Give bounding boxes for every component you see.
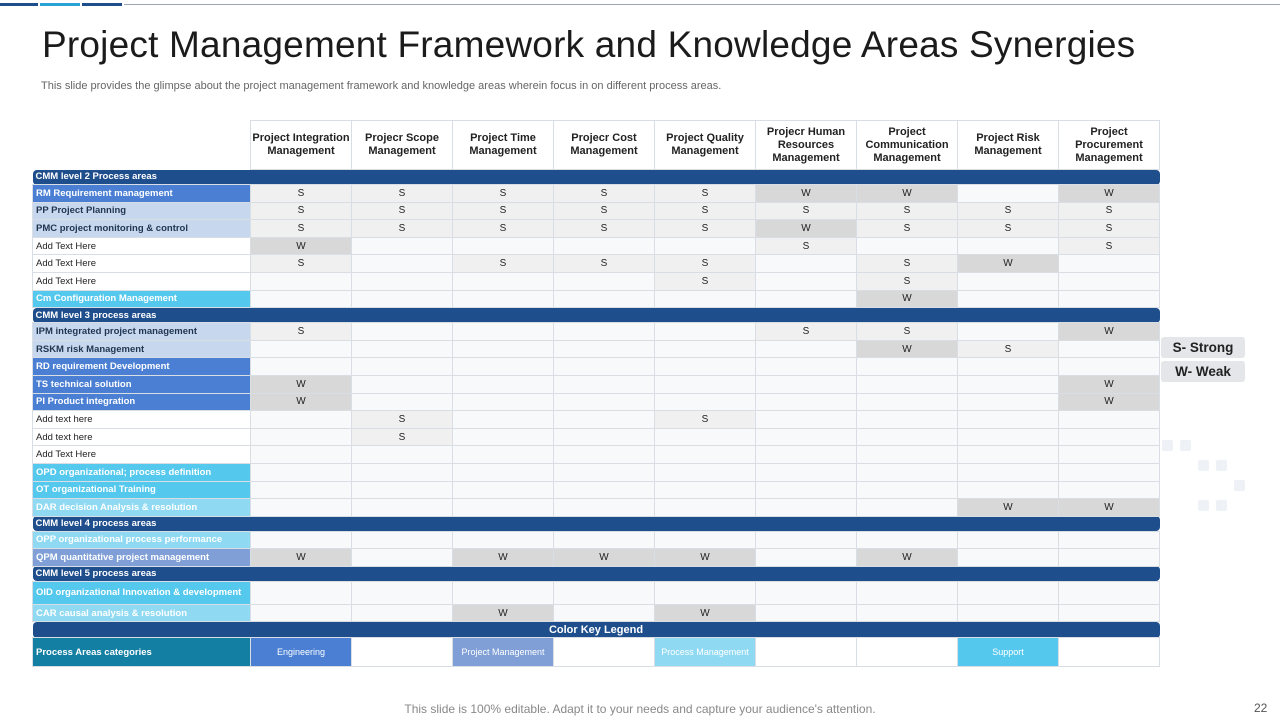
synergy-cell <box>352 290 453 308</box>
synergy-cell: W <box>251 393 352 411</box>
legend-row-label: Process Areas categories <box>33 638 251 667</box>
synergy-cell <box>554 290 655 308</box>
synergy-cell <box>756 290 857 308</box>
process-area-row <box>33 185 1160 203</box>
synergy-cell: W <box>251 549 352 567</box>
synergy-cell <box>857 411 958 429</box>
column-header: Projecr Cost Management <box>554 121 655 170</box>
synergy-cell: S <box>251 185 352 203</box>
legend-empty-cell <box>352 638 453 667</box>
synergy-cell <box>756 446 857 464</box>
synergy-cell <box>756 463 857 481</box>
synergy-cell <box>655 481 756 499</box>
synergy-cell <box>251 499 352 517</box>
synergy-cell: S <box>655 220 756 238</box>
process-area-row <box>33 499 1160 517</box>
synergy-cell: W <box>453 604 554 622</box>
synergy-cell <box>554 428 655 446</box>
synergy-cell <box>453 323 554 341</box>
synergy-cell <box>857 481 958 499</box>
synergy-cell <box>1059 531 1160 549</box>
synergy-cell: S <box>251 202 352 220</box>
synergy-cell <box>251 411 352 429</box>
synergy-cell: S <box>958 340 1059 358</box>
synergy-cell <box>857 499 958 517</box>
group-header-label: CMM level 3 process areas <box>33 308 251 323</box>
synergy-cell: W <box>251 375 352 393</box>
synergy-cell <box>453 428 554 446</box>
synergy-cell <box>352 358 453 376</box>
synergy-cell <box>756 531 857 549</box>
synergy-cell <box>756 499 857 517</box>
synergy-cell <box>453 393 554 411</box>
synergy-cell <box>1059 411 1160 429</box>
synergy-cell <box>1059 255 1160 273</box>
synergy-cell <box>352 255 453 273</box>
synergy-cell <box>352 340 453 358</box>
synergy-cell <box>251 531 352 549</box>
synergy-cell <box>756 428 857 446</box>
group-header-row <box>33 566 1160 581</box>
synergy-cell <box>554 340 655 358</box>
process-area-row <box>33 375 1160 393</box>
synergy-cell <box>352 237 453 255</box>
synergy-cell <box>453 358 554 376</box>
synergy-cell: S <box>958 220 1059 238</box>
synergy-cell <box>857 581 958 604</box>
process-area-label: RD requirement Development <box>33 358 251 376</box>
synergy-cell: S <box>453 185 554 203</box>
synergy-cell <box>756 481 857 499</box>
synergy-cell <box>251 481 352 499</box>
process-area-row <box>33 220 1160 238</box>
legend-empty-cell <box>1059 638 1160 667</box>
process-area-label: IPM integrated project management <box>33 323 251 341</box>
synergy-cell <box>453 581 554 604</box>
synergy-cell <box>554 358 655 376</box>
synergy-cell <box>655 323 756 341</box>
synergy-cell <box>655 581 756 604</box>
synergy-cell <box>857 463 958 481</box>
synergy-cell: S <box>857 202 958 220</box>
legend-swatch: Process Management <box>655 638 756 667</box>
process-area-row <box>33 604 1160 622</box>
process-area-row <box>33 531 1160 549</box>
column-header: Projecr Human Resources Management <box>756 121 857 170</box>
column-header: Project Quality Management <box>655 121 756 170</box>
group-header-band <box>251 516 1160 531</box>
synergy-cell <box>554 393 655 411</box>
synergy-cell: S <box>1059 237 1160 255</box>
synergy-cell <box>857 375 958 393</box>
synergy-cell <box>352 393 453 411</box>
synergy-cell <box>958 237 1059 255</box>
legend-title: Color Key Legend <box>33 622 1160 638</box>
process-area-row <box>33 549 1160 567</box>
process-area-label: Add Text Here <box>33 255 251 273</box>
synergy-cell <box>1059 604 1160 622</box>
synergy-cell <box>453 531 554 549</box>
synergy-cell: S <box>352 428 453 446</box>
process-area-label: DAR decision Analysis & resolution <box>33 499 251 517</box>
group-header-label: CMM level 4 process areas <box>33 516 251 531</box>
synergy-cell <box>453 340 554 358</box>
process-area-label: OT organizational Training <box>33 481 251 499</box>
synergy-cell: W <box>756 220 857 238</box>
process-area-label: Add Text Here <box>33 446 251 464</box>
slide-footer: This slide is 100% editable. Adapt it to your needs and capture your audience's attention. <box>404 702 876 716</box>
synergy-cell <box>352 499 453 517</box>
slide-title: Project Management Framework and Knowledge Areas Synergies <box>42 24 1136 65</box>
synergy-cell <box>1059 428 1160 446</box>
column-header: Project Time Management <box>453 121 554 170</box>
synergy-cell <box>655 375 756 393</box>
column-header: Project Procurement Management <box>1059 121 1160 170</box>
synergy-cell: S <box>453 255 554 273</box>
synergy-cell: S <box>251 255 352 273</box>
synergy-cell <box>756 411 857 429</box>
legend-empty-cell <box>756 638 857 667</box>
synergy-cell <box>958 375 1059 393</box>
process-area-label: Add text here <box>33 411 251 429</box>
process-area-row <box>33 340 1160 358</box>
synergy-cell <box>554 446 655 464</box>
corner-cell <box>33 121 251 170</box>
top-accent-bar <box>0 3 1280 6</box>
synergy-cell: W <box>857 340 958 358</box>
synergy-cell <box>554 375 655 393</box>
group-header-label: CMM level 2 Process areas <box>33 170 251 185</box>
synergy-cell <box>756 255 857 273</box>
process-area-row <box>33 202 1160 220</box>
synergy-cell: S <box>352 411 453 429</box>
legend-empty-cell <box>554 638 655 667</box>
synergy-cell <box>554 237 655 255</box>
synergy-cell <box>756 549 857 567</box>
synergy-cell <box>352 272 453 290</box>
knowledge-area-header-row <box>33 121 1160 170</box>
synergy-cell <box>756 358 857 376</box>
synergy-cell <box>453 446 554 464</box>
legend-row <box>33 638 1160 667</box>
synergy-cell <box>857 446 958 464</box>
process-area-row <box>33 481 1160 499</box>
group-header-band <box>251 170 1160 185</box>
synergy-cell <box>352 581 453 604</box>
synergy-cell: W <box>251 237 352 255</box>
process-area-row <box>33 428 1160 446</box>
synergy-cell <box>958 463 1059 481</box>
synergy-cell <box>958 185 1059 203</box>
synergy-cell <box>1059 358 1160 376</box>
process-area-label: RSKM risk Management <box>33 340 251 358</box>
legend-swatch: Engineering <box>251 638 352 667</box>
synergy-cell <box>251 446 352 464</box>
group-header-label: CMM level 5 process areas <box>33 566 251 581</box>
synergy-cell <box>655 428 756 446</box>
synergy-cell <box>453 463 554 481</box>
synergy-cell <box>655 290 756 308</box>
synergy-cell: S <box>352 185 453 203</box>
synergy-cell <box>958 428 1059 446</box>
synergy-cell: W <box>554 549 655 567</box>
synergy-cell <box>453 290 554 308</box>
synergy-cell: W <box>857 185 958 203</box>
process-area-label: OID organizational Innovation & development <box>33 581 251 604</box>
synergy-cell <box>756 375 857 393</box>
process-area-label: OPD organizational; process definition <box>33 463 251 481</box>
synergy-cell <box>958 290 1059 308</box>
synergy-cell <box>958 446 1059 464</box>
legend-empty-cell <box>857 638 958 667</box>
legend-swatch: Support <box>958 638 1059 667</box>
process-area-label: QPM quantitative project management <box>33 549 251 567</box>
group-header-row <box>33 308 1160 323</box>
synergy-cell: S <box>251 220 352 238</box>
synergy-cell <box>352 481 453 499</box>
synergy-cell: S <box>453 202 554 220</box>
synergy-cell <box>655 463 756 481</box>
synergy-cell: S <box>554 185 655 203</box>
synergy-cell <box>958 481 1059 499</box>
column-header: Project Integration Management <box>251 121 352 170</box>
synergy-cell <box>756 581 857 604</box>
synergy-cell: S <box>655 202 756 220</box>
synergy-cell <box>251 604 352 622</box>
synergy-cell <box>453 411 554 429</box>
process-area-row <box>33 323 1160 341</box>
synergy-cell: S <box>756 237 857 255</box>
synergy-cell: S <box>352 202 453 220</box>
synergy-cell <box>352 604 453 622</box>
synergy-cell <box>1059 272 1160 290</box>
group-header-band <box>251 308 1160 323</box>
process-area-label: Cm Configuration Management <box>33 290 251 308</box>
synergy-cell <box>1059 446 1160 464</box>
synergy-cell <box>958 272 1059 290</box>
synergy-cell: W <box>655 604 756 622</box>
legend-header-row <box>33 622 1160 638</box>
synergy-cell <box>958 531 1059 549</box>
synergy-cell <box>554 604 655 622</box>
synergy-cell <box>857 531 958 549</box>
synergy-cell <box>655 531 756 549</box>
synergy-cell <box>1059 290 1160 308</box>
synergy-cell <box>251 463 352 481</box>
synergy-cell <box>554 463 655 481</box>
synergy-cell <box>958 323 1059 341</box>
synergy-cell: S <box>554 202 655 220</box>
synergy-cell <box>655 237 756 255</box>
synergy-cell <box>554 272 655 290</box>
synergy-cell <box>554 323 655 341</box>
synergy-cell <box>857 358 958 376</box>
synergy-cell <box>352 446 453 464</box>
page-number: 22 <box>1254 701 1268 715</box>
process-area-label: PP Project Planning <box>33 202 251 220</box>
process-area-row <box>33 358 1160 376</box>
synergy-cell <box>1059 549 1160 567</box>
synergy-cell <box>958 411 1059 429</box>
process-area-label: PMC project monitoring & control <box>33 220 251 238</box>
synergy-cell: S <box>756 323 857 341</box>
synergy-cell <box>352 531 453 549</box>
synergy-cell <box>554 411 655 429</box>
synergy-cell: W <box>655 549 756 567</box>
synergy-cell: S <box>958 202 1059 220</box>
process-area-label: RM Requirement management <box>33 185 251 203</box>
synergy-cell: W <box>1059 393 1160 411</box>
column-header: Project Risk Management <box>958 121 1059 170</box>
synergy-cell <box>251 428 352 446</box>
group-header-band <box>251 566 1160 581</box>
synergy-cell: S <box>857 323 958 341</box>
synergy-cell: S <box>857 255 958 273</box>
synergy-cell: W <box>857 549 958 567</box>
synergy-cell <box>453 499 554 517</box>
synergy-cell <box>251 272 352 290</box>
process-area-row <box>33 463 1160 481</box>
group-header-row <box>33 516 1160 531</box>
synergy-cell <box>352 549 453 567</box>
synergy-cell: S <box>655 185 756 203</box>
synergy-cell <box>958 604 1059 622</box>
process-area-row <box>33 290 1160 308</box>
synergy-cell <box>453 375 554 393</box>
synergy-cell: S <box>655 411 756 429</box>
synergy-cell: S <box>554 220 655 238</box>
process-area-label: TS technical solution <box>33 375 251 393</box>
process-area-label: Add Text Here <box>33 272 251 290</box>
synergy-cell <box>857 428 958 446</box>
synergy-cell <box>857 393 958 411</box>
synergy-cell <box>352 463 453 481</box>
synergy-cell <box>655 340 756 358</box>
synergy-cell <box>756 393 857 411</box>
process-area-row <box>33 393 1160 411</box>
synergy-cell <box>655 446 756 464</box>
synergy-cell: S <box>1059 220 1160 238</box>
synergy-cell <box>554 581 655 604</box>
synergy-cell: W <box>958 499 1059 517</box>
process-area-row <box>33 581 1160 604</box>
process-area-row <box>33 446 1160 464</box>
synergy-cell: S <box>857 220 958 238</box>
synergy-cell: W <box>1059 499 1160 517</box>
process-area-label: OPP organizational process performance <box>33 531 251 549</box>
synergy-cell <box>251 290 352 308</box>
process-area-label: CAR causal analysis & resolution <box>33 604 251 622</box>
process-area-label: Add text here <box>33 428 251 446</box>
synergy-cell <box>1059 340 1160 358</box>
synergy-cell <box>857 604 958 622</box>
synergy-cell: W <box>958 255 1059 273</box>
synergy-cell <box>655 393 756 411</box>
synergy-cell: S <box>554 255 655 273</box>
synergy-cell: W <box>453 549 554 567</box>
synergy-cell <box>453 481 554 499</box>
synergy-cell <box>453 237 554 255</box>
synergy-cell <box>352 323 453 341</box>
legend-swatch: Project Management <box>453 638 554 667</box>
synergy-cell: S <box>1059 202 1160 220</box>
synergy-cell: S <box>352 220 453 238</box>
synergy-cell: S <box>453 220 554 238</box>
synergy-cell: W <box>1059 375 1160 393</box>
synergy-cell <box>554 531 655 549</box>
synergy-cell <box>352 375 453 393</box>
synergy-cell: W <box>1059 185 1160 203</box>
synergy-cell <box>655 358 756 376</box>
synergy-cell <box>1059 481 1160 499</box>
synergy-cell <box>655 499 756 517</box>
synergy-cell: S <box>655 255 756 273</box>
synergy-cell: S <box>655 272 756 290</box>
synergy-cell <box>554 481 655 499</box>
process-area-label: Add Text Here <box>33 237 251 255</box>
synergy-cell <box>251 340 352 358</box>
synergy-cell <box>756 272 857 290</box>
process-area-row <box>33 237 1160 255</box>
synergy-cell <box>453 272 554 290</box>
synergy-cell: S <box>857 272 958 290</box>
synergy-cell <box>251 358 352 376</box>
synergy-cell <box>251 581 352 604</box>
synergy-cell <box>756 604 857 622</box>
synergy-cell: S <box>756 202 857 220</box>
synergy-cell <box>554 499 655 517</box>
synergy-cell <box>1059 463 1160 481</box>
synergy-cell <box>958 358 1059 376</box>
synergy-cell: W <box>857 290 958 308</box>
synergy-cell <box>756 340 857 358</box>
synergy-cell <box>958 393 1059 411</box>
synergy-cell: S <box>251 323 352 341</box>
synergy-matrix <box>32 120 1160 667</box>
synergy-cell: W <box>1059 323 1160 341</box>
slide-subtitle: This slide provides the glimpse about the project management framework and knowledge areas wherein focus in on different process areas. <box>41 80 722 92</box>
synergy-cell <box>857 237 958 255</box>
process-area-row <box>33 255 1160 273</box>
column-header: Projecr Scope Management <box>352 121 453 170</box>
synergy-cell <box>958 581 1059 604</box>
strong-key-badge: S- Strong <box>1161 337 1245 358</box>
process-area-row <box>33 272 1160 290</box>
group-header-row <box>33 170 1160 185</box>
synergy-cell: W <box>756 185 857 203</box>
synergy-cell <box>1059 581 1160 604</box>
process-area-label: PI Product integration <box>33 393 251 411</box>
synergy-cell <box>958 549 1059 567</box>
process-area-row <box>33 411 1160 429</box>
column-header: Project Communication Management <box>857 121 958 170</box>
weak-key-badge: W- Weak <box>1161 361 1245 382</box>
